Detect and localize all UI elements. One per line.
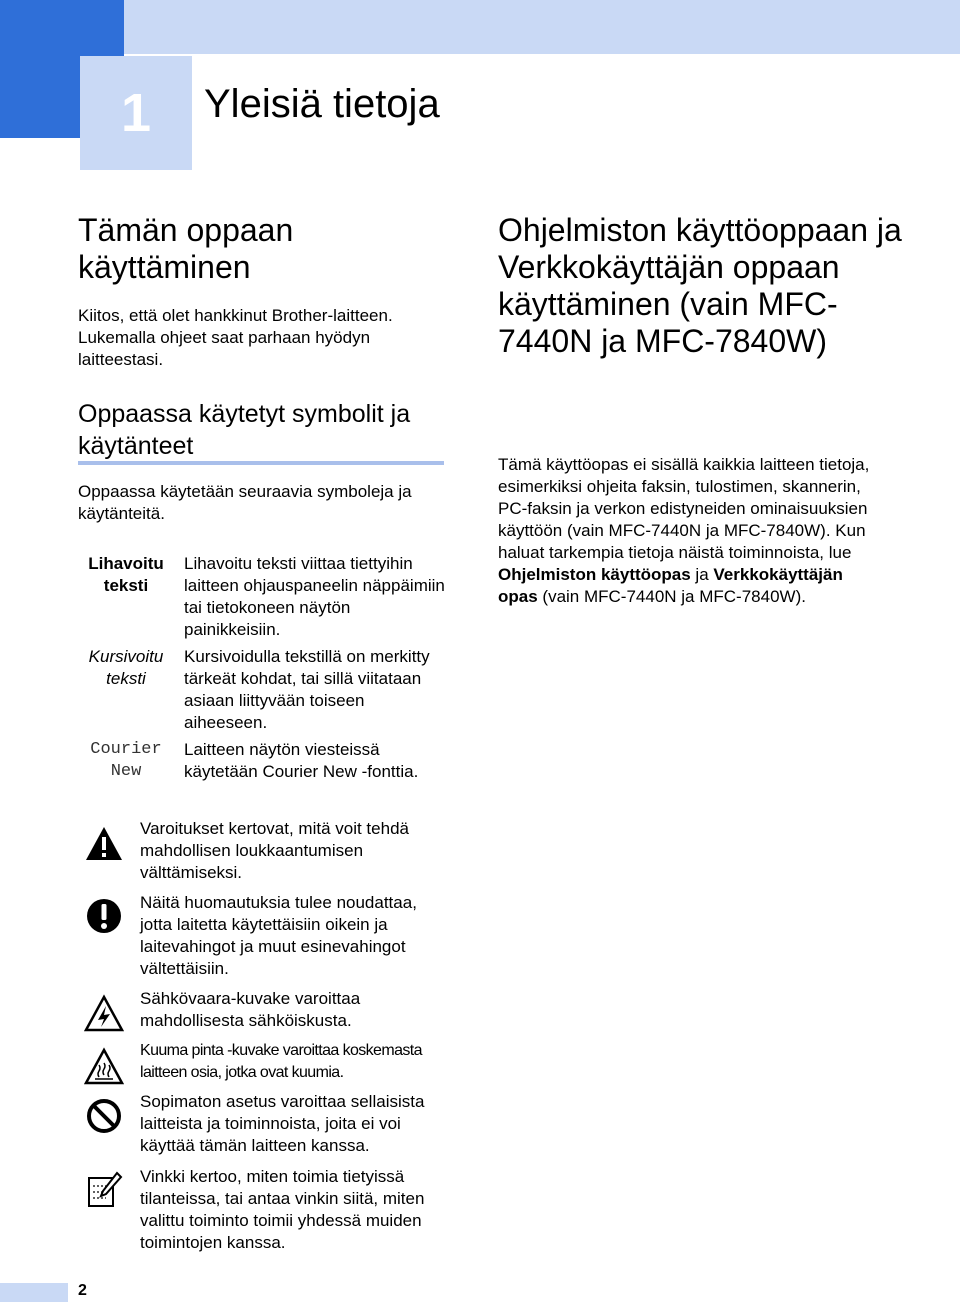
- intro-paragraph: Kiitos, että olet hankkinut Brother-laitteen. Lukemalla ohjeet saat parhaan hyödyn laitteestasi.: [78, 306, 393, 369]
- page-number: 2: [78, 1282, 87, 1299]
- subsection-intro: Oppaassa käytetään seuraavia symboleja ja käytänteitä.: [78, 482, 412, 523]
- header-band-light: [124, 0, 960, 54]
- chapter-number: 1: [80, 56, 192, 170]
- prohibited-icon: [84, 1096, 124, 1136]
- convention-term-bold: Lihavoitu teksti: [88, 554, 164, 595]
- important-exclamation-icon: [84, 896, 124, 936]
- convention-term-italic: Kursivoitu teksti: [88, 647, 164, 688]
- warning-triangle-icon: [84, 824, 124, 864]
- hot-surface-icon: [84, 1047, 124, 1087]
- convention-definition-courier: Laitteen näytön viesteissä käytetään Courier New -fonttia.: [184, 740, 419, 781]
- chapter-title: Yleisiä tietoja: [204, 82, 440, 126]
- note-prohibited: Sopimaton asetus varoittaa sellaisista laitteista ja toiminnoista, joita ei voi käyttää tämän laitteen kanssa.: [140, 1092, 425, 1155]
- section-heading-right: Ohjelmiston käyttöoppaan ja Verkkokäyttäjän oppaan käyttäminen (vain MFC-7440N ja MFC-7840W): [498, 212, 902, 359]
- note-caution: Näitä huomautuksia tulee noudattaa, jotta laitetta käytettäisiin oikein ja laitevahingot ja muut esinevahingot vältettäisiin.: [140, 893, 417, 978]
- heading-rule: [78, 461, 444, 465]
- note-electrical: Sähkövaara-kuvake varoittaa mahdollisesta sähköiskusta.: [140, 989, 361, 1030]
- convention-definition-bold: Lihavoitu teksti viittaa tiettyihin laitteen ohjauspaneelin näppäimiin tai tietokoneen näytön painikkeisiin.: [184, 554, 445, 639]
- electrical-hazard-icon: [84, 994, 124, 1034]
- subsection-heading: Oppaassa käytetyt symbolit ja käytänteet: [78, 400, 411, 460]
- note-tip: Vinkki kertoo, miten toimia tietyissä tilanteissa, tai antaa vinkin siitä, miten valittu toiminto toimii yhdessä muiden toimintojen kanssa.: [140, 1167, 425, 1252]
- convention-definition-italic: Kursivoidulla tekstillä on merkitty tärkeät kohdat, tai sillä viitataan asiaan liittyvään toiseen aiheeseen.: [184, 647, 430, 732]
- tip-note-icon: [84, 1170, 124, 1210]
- convention-term-courier: Courier New: [90, 740, 162, 781]
- section-heading-left: Tämän oppaan käyttäminen: [78, 212, 294, 285]
- note-hot-surface: Kuuma pinta -kuvake varoittaa koskemasta laitteen osia, jotka ovat kuumia.: [140, 1042, 422, 1081]
- footer-bar: [0, 1283, 68, 1302]
- note-warning: Varoitukset kertovat, mitä voit tehdä mahdollisen loukkaantumisen välttämiseksi.: [140, 819, 409, 882]
- right-body-paragraph: Tämä käyttöopas ei sisällä kaikkia laitteen tietoja, esimerkiksi ohjeita faksin, tulostimen, skannerin, PC-faksin ja verkon edistyneiden ominaisuuksien käyttöön (vain MFC-7440N ja MFC-7840W). Kun haluat tarkempia tietoja näistä toiminnoista, lue Ohjelmiston käyttöopas ja Verkkokäyttäjän opas (vain MFC-7440N ja MFC-7840W).: [498, 455, 870, 606]
